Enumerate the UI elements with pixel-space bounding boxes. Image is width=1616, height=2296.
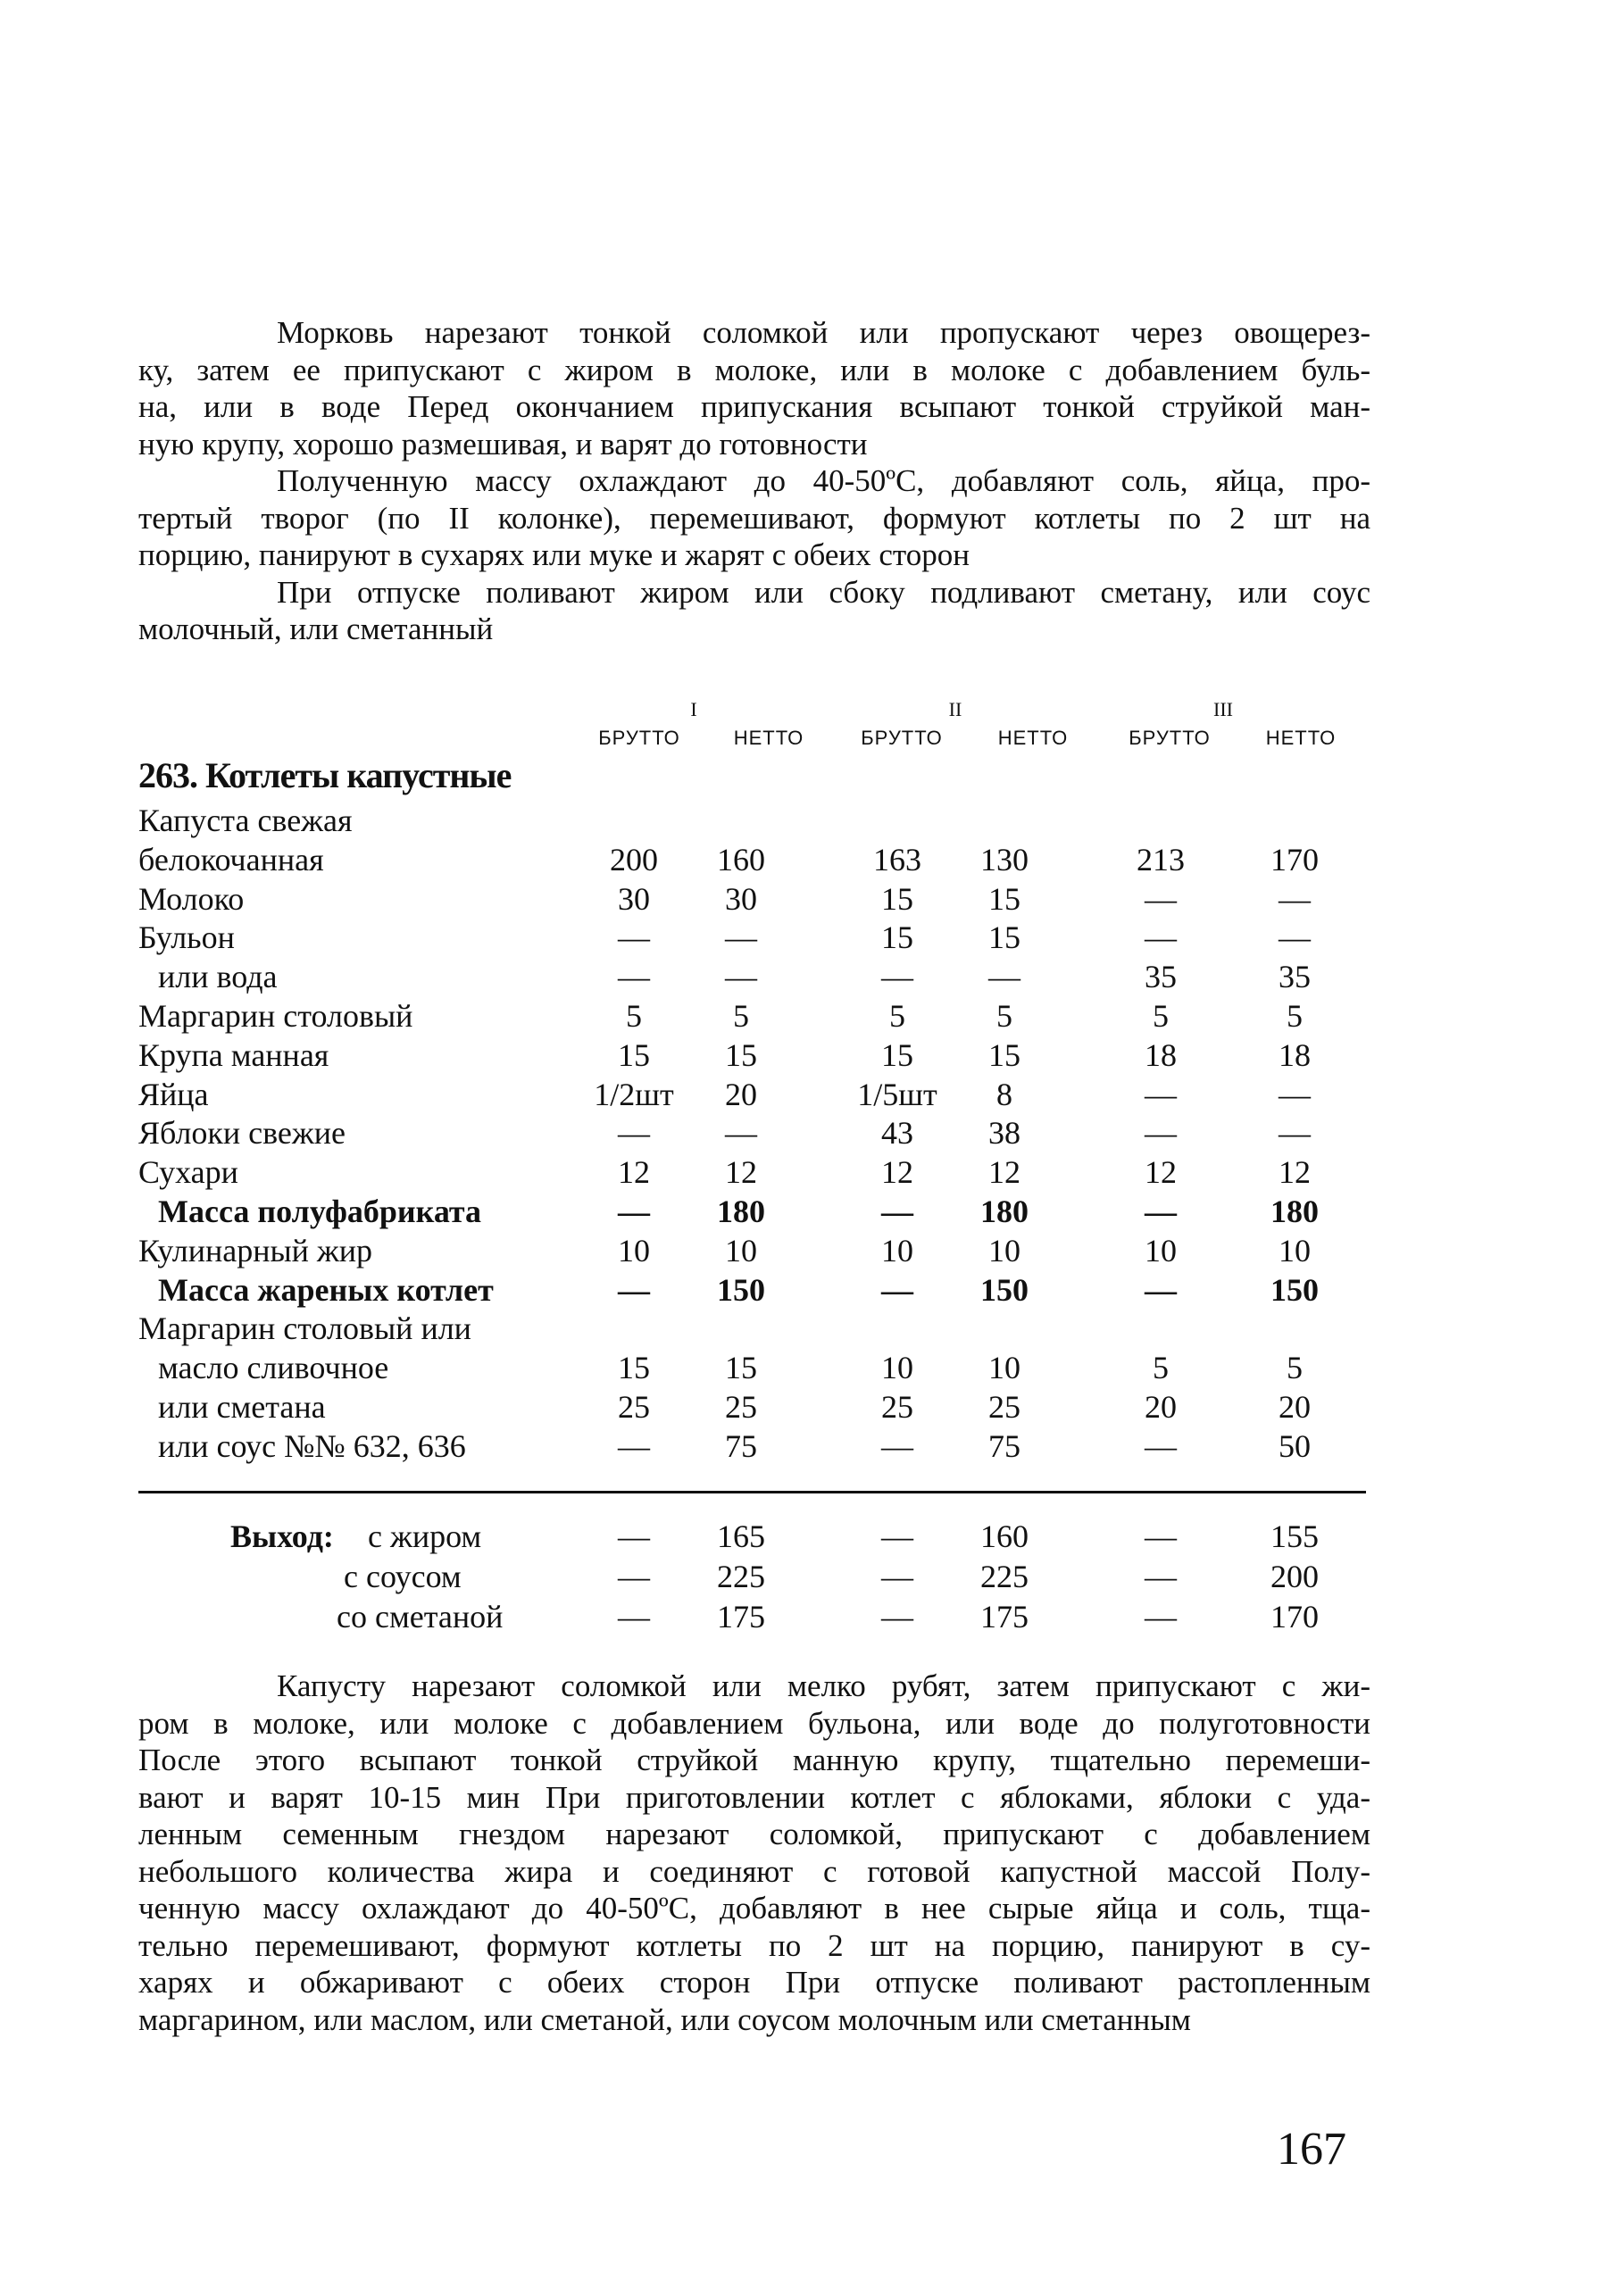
table-cell: — [1145,919,1177,956]
table-cell: 38 [988,1115,1020,1152]
table-cell: — [881,1271,913,1308]
table-cell: — [1145,1559,1177,1594]
table-cell: 1/2шт [594,1076,674,1112]
table-cell: 180 [1270,1194,1319,1229]
table-cell: — [618,1518,650,1554]
table-row [138,1232,1370,1271]
table-cell: — [618,919,650,956]
table-row [138,1036,1370,1076]
text-line: тельно перемешивают, формуют котлеты по 2 шт на порцию, панируют в су- [138,1927,1370,1963]
table-cell: 200 [610,841,658,878]
table-cell: 75 [725,1427,757,1464]
ingredient-label: или соус №№ 632, 636 [158,1427,466,1464]
table-cell: 25 [881,1389,913,1425]
text-line: на, или в воде Перед окончанием припускания всыпают тонкой струйкой ман- [138,389,1370,424]
table-cell: 30 [618,880,650,917]
table-cell: — [1145,1271,1177,1308]
table-cell: — [881,959,913,995]
table-cell: — [881,1518,913,1554]
ingredient-label: Яблоки свежие [138,1115,346,1152]
table-cell: 10 [1279,1232,1311,1269]
table-cell: 160 [717,841,765,878]
table-row [138,1349,1370,1388]
table-cell: 225 [717,1559,765,1594]
table-cell: 18 [1279,1036,1311,1073]
table-cell: 170 [1270,1599,1319,1635]
table-cell: 25 [725,1389,757,1425]
ingredient-label: Масса полуфабриката [158,1194,482,1229]
ingredient-label: Молоко [138,880,245,917]
table-cell: 15 [881,880,913,917]
table-cell: 12 [988,1154,1020,1191]
table-cell: 18 [1145,1036,1177,1073]
text-line: харях и обжаривают с обеих сторон При отпуске поливают растопленным [138,1965,1370,2000]
table-cell: — [881,1559,913,1594]
table-cell: 5 [733,998,749,1034]
table-row [138,1310,1370,1349]
table-cell: 35 [1279,959,1311,995]
table-row [138,802,1370,841]
ingredient-label: белокочанная [138,841,324,878]
table-cell: — [618,1194,650,1229]
table-cell: 20 [1145,1389,1177,1425]
yield-row [138,1558,1370,1597]
ingredient-label: масло сливочное [158,1350,389,1386]
table-cell: 20 [725,1076,757,1112]
table-cell: — [1279,919,1311,956]
table-cell: 10 [1145,1232,1177,1269]
column-group-1: I [690,698,697,720]
ingredient-label: Крупа манная [138,1036,329,1073]
text-line: ку, затем ее припускают с жиром в молоке, или в молоке с добавлением буль- [138,352,1370,387]
table-cell: 75 [988,1427,1020,1464]
table-row [138,1193,1370,1232]
table-cell: 5 [1287,998,1303,1034]
yield-label-text: с жиром [368,1518,482,1554]
table-cell: — [1279,1076,1311,1112]
text-line: Капусту нарезают соломкой или мелко рубят, затем припускают с жи- [277,1668,1370,1703]
table-cell: — [881,1427,913,1464]
table-row [138,997,1370,1036]
table-cell: — [618,1271,650,1308]
intro-paragraph-3 [138,574,1370,648]
table-cell: 12 [725,1154,757,1191]
table-cell: — [881,1599,913,1635]
text-line: порцию, панируют в сухарях или муке и жарят с обеих сторон [138,537,970,572]
table-cell: 15 [988,880,1020,917]
outro-paragraph [138,1668,1370,2038]
table-cell: 5 [1287,1350,1303,1386]
table-row [138,880,1370,919]
table-row [138,1388,1370,1427]
table-cell: 10 [881,1232,913,1269]
table-cell: 15 [988,1036,1020,1073]
table-cell: 5 [996,998,1012,1034]
text-line: маргарином, или маслом, или сметаной, или соусом молочным или сметанным [138,2001,1191,2037]
recipe-title: 263. Котлеты капустные [138,755,512,795]
table-cell: 200 [1270,1559,1319,1594]
table-cell: 175 [980,1599,1029,1635]
table-cell: 15 [725,1350,757,1386]
text-line: вают и варят 10-15 мин При приготовлении котлет с яблоками, яблоки с уда- [138,1779,1370,1815]
table-cell: 15 [881,919,913,956]
table-cell: — [725,959,757,995]
text-line: тертый творог (по II колонке), перемешивают, формуют котлеты по 2 шт на [138,500,1370,536]
table-cell: 35 [1145,959,1177,995]
table-cell: 150 [1270,1271,1319,1308]
ingredient-label: Маргарин столовый или [138,1310,471,1347]
page-number: 167 [1277,2124,1346,2175]
table-cell: — [988,959,1020,995]
table-divider [138,1491,1366,1493]
col-header-netto-3: НЕТТО [1265,727,1337,749]
table-cell: 12 [1279,1154,1311,1191]
text-line: При отпуске поливают жиром или сбоку подливают сметану, или соус [277,574,1370,610]
table-cell: — [1145,1599,1177,1635]
table-cell: 170 [1270,841,1319,878]
outro-text [138,1668,1370,2038]
table-cell: 130 [980,841,1029,878]
ingredient-label: Кулинарный жир [138,1232,373,1269]
table-cell: 175 [717,1599,765,1635]
table-cell: 30 [725,880,757,917]
table-cell: 163 [873,841,921,878]
text-line: Полученную массу охлаждают до 40-50ºC, добавляют соль, яйца, про- [277,463,1370,498]
table-row [138,841,1370,880]
text-line: Морковь нарезают тонкой соломкой или пропускают через овощерез- [277,315,1370,350]
table-cell: — [1145,1518,1177,1554]
intro-paragraph-2 [138,462,1370,574]
table-row [138,1271,1370,1310]
yield-row [138,1518,1370,1557]
text-line: ром в молоке, или молоке с добавлением бульона, или воде до полуготовности [138,1705,1370,1741]
table-cell: 213 [1137,841,1185,878]
table-cell: 25 [988,1389,1020,1425]
table-cell: 10 [881,1350,913,1386]
text-line: ченную массу охлаждают до 40-50ºC, добавляют в нее сырые яйца и соль, тща- [138,1891,1370,1926]
table-cell: 180 [717,1194,765,1229]
text-line: молочный, или сметанный [138,611,494,646]
table-cell: 150 [980,1271,1029,1308]
table-row [138,1153,1370,1193]
table-cell: 5 [1153,1350,1169,1386]
table-cell: 5 [1153,998,1169,1034]
yield-row [138,1598,1370,1637]
table-cell: 225 [980,1559,1029,1594]
text-line: ленным семенным гнездом нарезают соломкой, припускают с добавлением [138,1817,1370,1851]
ingredient-label: Маргарин столовый [138,998,413,1034]
table-cell: — [1145,1115,1177,1152]
table-row [138,919,1370,958]
table-cell: — [618,1427,650,1464]
table-cell: 12 [881,1154,913,1191]
table-cell: 20 [1279,1389,1311,1425]
table-cell: 5 [626,998,642,1034]
table-cell: — [725,1115,757,1152]
col-header-brutto-2: БРУТТО [861,727,943,749]
table-cell: 50 [1279,1427,1311,1464]
table-cell: — [1145,1194,1177,1229]
table-cell: 180 [980,1194,1029,1229]
col-header-netto-2: НЕТТО [997,727,1069,749]
column-group-3: III [1213,698,1233,720]
ingredient-label: Сухари [138,1154,238,1191]
table-cell: — [618,1599,650,1635]
table-cell: 160 [980,1518,1029,1554]
table-cell: — [1145,1076,1177,1112]
ingredient-label: или вода [158,959,278,995]
table-row [138,958,1370,997]
ingredient-label: или сметана [158,1389,326,1425]
table-cell: — [1145,880,1177,917]
table-cell: 155 [1270,1518,1319,1554]
text-line: ную крупу, хорошо размешивая, и варят до готовности [138,426,868,462]
yield-label-text: с соусом [344,1559,462,1594]
table-cell: 5 [889,998,905,1034]
table-row [138,1076,1370,1115]
ingredient-label: Капуста свежая [138,803,353,838]
table-cell: — [881,1194,913,1229]
table-cell: 10 [618,1232,650,1269]
yield-label-text: со сметаной [337,1599,504,1635]
table-cell: 165 [717,1518,765,1554]
table-cell: — [1279,880,1311,917]
col-header-brutto-1: БРУТТО [598,727,680,749]
table-cell: 12 [618,1154,650,1191]
ingredient-label: Яйца [138,1076,209,1112]
table-cell: 15 [881,1036,913,1073]
table-cell: — [1279,1115,1311,1152]
table-cell: — [618,1559,650,1594]
table-cell: 15 [618,1350,650,1386]
table-row [138,1114,1370,1153]
column-group-2: II [948,698,962,720]
table-cell: 15 [988,919,1020,956]
ingredient-label: Бульон [138,919,235,956]
table-cell: 25 [618,1389,650,1425]
table-cell: 1/5шт [857,1076,937,1112]
text-line: После этого всыпают тонкой струйкой манную крупу, тщательно перемеши- [138,1743,1370,1777]
ingredient-label: Масса жареных котлет [158,1271,494,1308]
table-cell: — [1145,1427,1177,1464]
table-cell: 43 [881,1115,913,1152]
table-cell: 8 [996,1076,1012,1112]
table-cell: — [618,959,650,995]
table-cell: 12 [1145,1154,1177,1191]
table-cell: 10 [988,1232,1020,1269]
col-header-brutto-3: БРУТТО [1129,727,1211,749]
intro-paragraph-1 [138,314,1370,462]
table-cell: 10 [725,1232,757,1269]
table-cell: — [618,1115,650,1152]
table-cell: 15 [618,1036,650,1073]
table-cell: — [725,919,757,956]
table-cell: 150 [717,1271,765,1308]
text-line: небольшого количества жира и соединяют с готовой капустной массой Полу- [138,1853,1370,1889]
table-cell: 10 [988,1350,1020,1386]
intro-text [138,314,1370,648]
col-header-netto-1: НЕТТО [733,727,804,749]
table-row [138,1427,1370,1467]
table-cell: 15 [725,1036,757,1073]
